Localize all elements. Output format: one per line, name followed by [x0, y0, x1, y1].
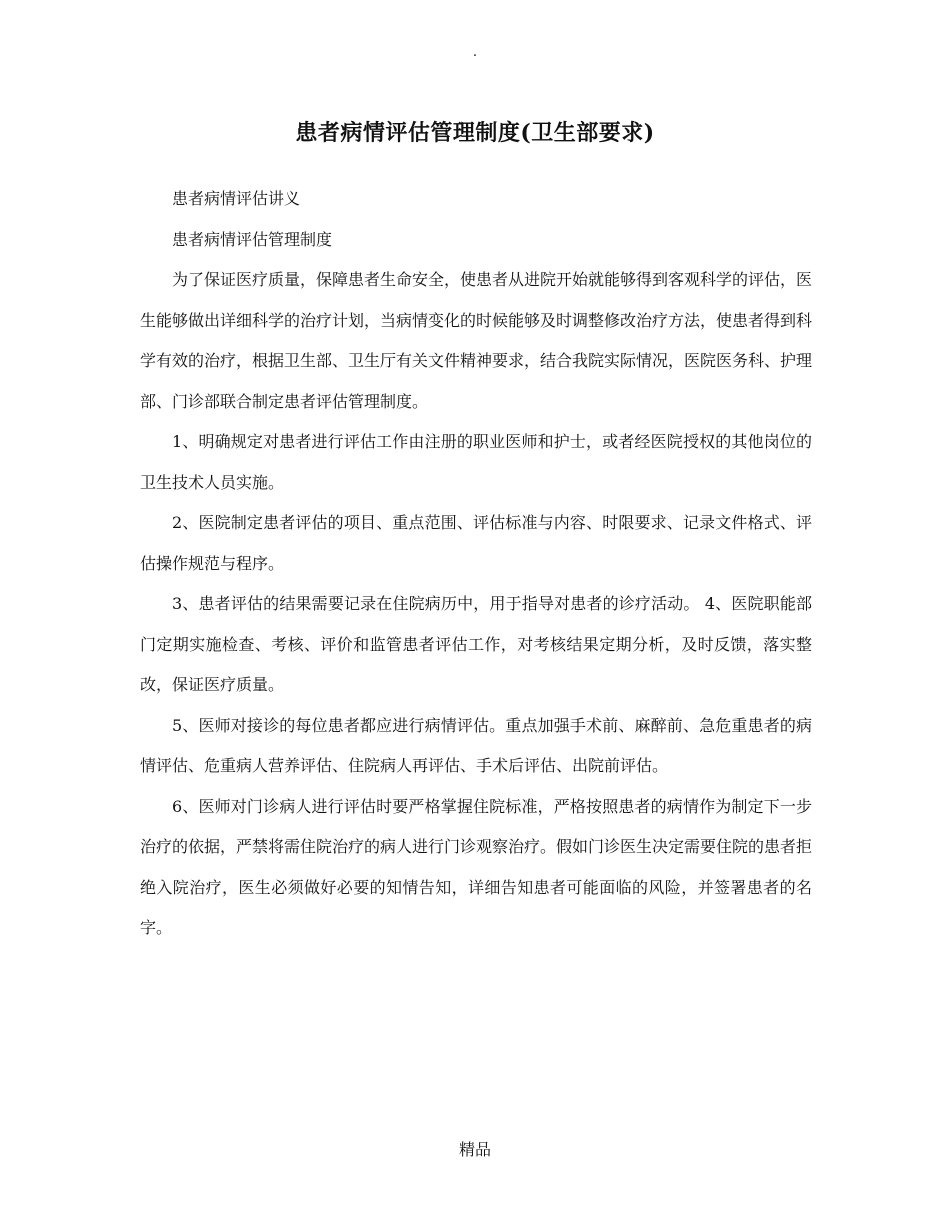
paragraph-item-1: 1、明确规定对患者进行评估工作由注册的职业医师和护士，或者经医院授权的其他岗位的卫生技术人员实施。	[140, 432, 812, 492]
document-body	[140, 179, 812, 949]
paragraph-item-6: 6、医师对门诊病人进行评估时要严格掌握住院标准，严格按照患者的病情作为制定下一步治疗的依据，严禁将需住院治疗的病人进行门诊观察治疗。假如门诊医生决定需要住院的患者拒绝入院治疗，医生必须做好必要的知情告知，详细告知患者可能面临的风险，并签署患者的名字。	[140, 796, 813, 937]
header-dot: .	[472, 44, 478, 60]
paragraph-item-2: 2、医院制定患者评估的项目、重点范围、评估标准与内容、时限要求、记录文件格式、评估操作规范与程序。	[140, 513, 812, 573]
paragraph-item-5: 5、医师对接诊的每位患者都应进行病情评估。重点加强手术前、麻醉前、急危重患者的病情评估、危重病人营养评估、住院病人再评估、手术后评估、出院前评估。	[140, 715, 812, 775]
paragraph-item-3-4: 3、患者评估的结果需要记录在住院病历中，用于指导对患者的诊疗活动。 4、医院职能部门定期实施检查、考核、评价和监管患者评估工作，对考核结果定期分析，及时反馈，落实整改，保证医疗质量。	[140, 594, 812, 694]
footer-label: 精品	[458, 1140, 491, 1159]
document-title: 患者病情评估管理制度(卫生部要求)	[295, 120, 655, 146]
paragraph-system-heading: 患者病情评估管理制度	[172, 229, 333, 249]
paragraph-intro: 为了保证医疗质量，保障患者生命安全，使患者从进院开始就能够得到客观科学的评估，医生能够做出详细科学的治疗计划，当病情变化的时候能够及时调整修改治疗方法，使患者得到科学有效的治疗，根据卫生部、卫生厅有关文件精神要求，结合我院实际情况，医院医务科、护理部、门诊部联合制定患者评估管理制度。	[140, 270, 813, 411]
paragraph-lecture-heading: 患者病情评估讲义	[172, 189, 301, 208]
